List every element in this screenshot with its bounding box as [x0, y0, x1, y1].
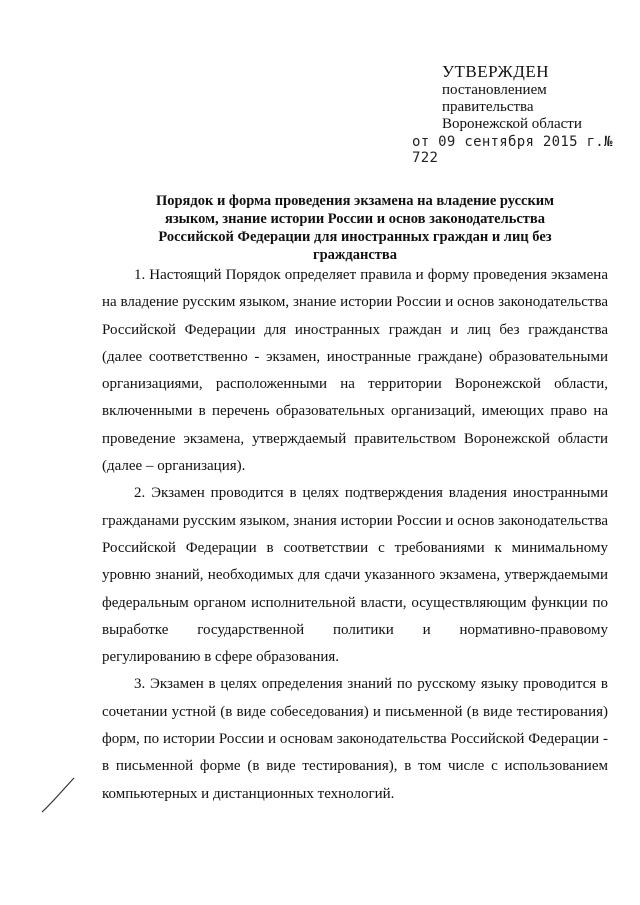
document-body [102, 262, 608, 808]
decree-date-number: от 09 сентября 2015 г.№ 722 [412, 134, 613, 166]
paragraph-1: 1. Настоящий Порядок определяет правила и форму проведения экзамена на владение русским языком, знание истории России и основ законодательства Российской Федерации для иностранных граждан и лиц без гражданства (далее соответственно - экзамен, иностранные граждане) образовательными организациями, расположенными на территории Воронежской области, включенными в перечень образовательных организаций, имеющих право на проведение экзамена, утверждаемый правительством Воронежской области (далее – организация). [102, 267, 608, 475]
paragraph-2: 2. Экзамен проводится в целях подтверждения владения иностранными гражданами русским языком, знания истории России и основ законодательства Российской Федерации в соответствии с требованиями к минимальному уровню знаний, необходимых для сдачи указанного экзамена, утверждаемыми федеральным органом исполнительной власти, осуществляющим функции по выработке государственной политики и нормативно-правовому регулированию в сфере образования. [102, 485, 608, 666]
approval-heading: УТВЕРЖДЕН [442, 62, 549, 81]
pen-mark-icon [40, 775, 80, 815]
approval-line: постановлением [442, 82, 547, 98]
approval-line: правительства [442, 99, 534, 115]
approval-line: Воронежской области [442, 116, 582, 132]
document-title: Порядок и форма проведения экзамена на владение русским языком, знание истории России и основ законодательства Российской Федерации для иностранных граждан и лиц без гражданства [155, 193, 555, 263]
paragraph-3: 3. Экзамен в целях определения знаний по русскому языку проводится в сочетании устной (в виде собеседования) и письменной (в виде тестирования) форм, по истории России и основам законодательства Российской Федерации - в письменной форме (в виде тестирования), в том числе с использованием компьютерных и дистанционных технологий. [102, 676, 608, 802]
approval-block [442, 62, 582, 133]
